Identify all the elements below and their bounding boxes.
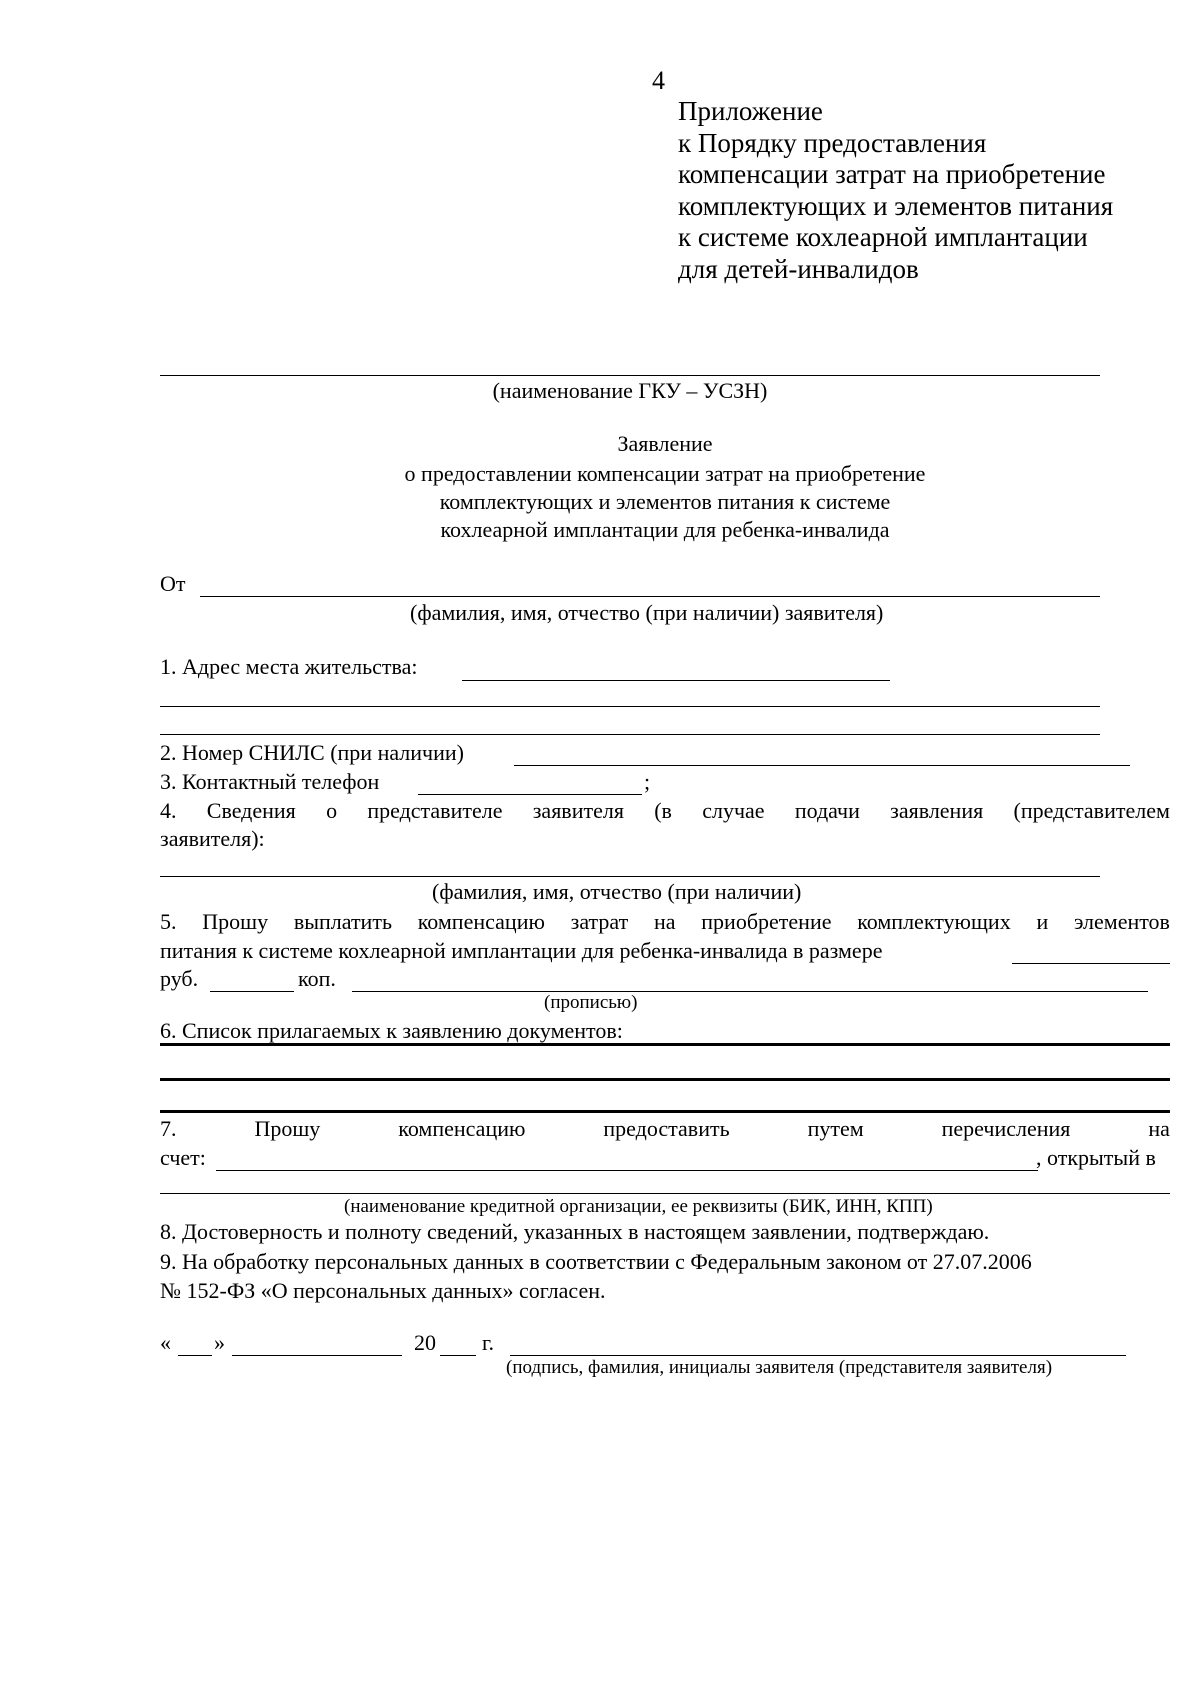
account-field[interactable] <box>216 1170 1038 1171</box>
representative-name-field[interactable] <box>160 876 1100 877</box>
phone-end: ; <box>644 769 651 794</box>
appendix-line: компенсации затрат на приобретение <box>678 159 1106 189</box>
word: случае <box>702 798 765 823</box>
documents-field-line-2[interactable] <box>160 1078 1170 1081</box>
from-caption: (фамилия, имя, отчество (при наличии) заявителя) <box>410 600 884 625</box>
word: путем <box>807 1116 864 1141</box>
consent-text-line-2: № 152-ФЗ «О персональных данных» согласен. <box>160 1278 606 1303</box>
rub-label: руб. <box>160 966 199 991</box>
documents-field-line-3[interactable] <box>160 1110 1170 1113</box>
word: на <box>653 909 676 934</box>
transfer-label-line-1 <box>160 1118 1170 1140</box>
word: 7. <box>160 1116 177 1141</box>
from-label: От <box>160 571 186 596</box>
documents-label: 6. Список прилагаемых к заявлению документов: <box>160 1018 623 1043</box>
word: 4. <box>160 798 177 823</box>
amount-field[interactable] <box>1012 963 1170 964</box>
address-field-line-3[interactable] <box>160 734 1100 735</box>
kop-label: коп. <box>298 966 336 991</box>
appendix-line: для детей-инвалидов <box>678 253 919 284</box>
amount-in-words-field[interactable] <box>352 991 1148 992</box>
word: Сведения <box>206 798 296 823</box>
word: Прошу <box>254 1116 321 1141</box>
word: перечисления <box>941 1116 1071 1141</box>
confirmation-text: 8. Достоверность и полноту сведений, указанных в настоящем заявлении, подтверждаю. <box>160 1219 990 1244</box>
word: комплектующих <box>857 909 1011 934</box>
word: на <box>1148 1116 1170 1141</box>
snils-field[interactable] <box>514 765 1130 766</box>
signature-field[interactable] <box>510 1355 1126 1356</box>
word: предоставить <box>603 1116 730 1141</box>
payment-label-line-2: питания к системе кохлеарной имплантации для ребенка-инвалида в размере <box>160 938 883 963</box>
appendix-line: Приложение <box>678 96 823 126</box>
payment-label-line-1 <box>160 911 1170 933</box>
phone-field[interactable] <box>418 794 642 795</box>
form-title-line: комплектующих и элементов питания к системе <box>439 489 891 514</box>
opened-in-label: , открытый в <box>1036 1145 1156 1170</box>
appendix-line: комплектующих и элементов питания <box>678 190 1114 221</box>
word: и <box>1036 909 1049 934</box>
word: элементов <box>1073 909 1170 934</box>
date-close-quote: » <box>214 1330 225 1355</box>
form-title-line: кохлеарной имплантации для ребенка-инвалида <box>440 517 890 542</box>
word: выплатить <box>293 909 392 934</box>
representative-caption: (фамилия, имя, отчество (при наличии) <box>432 879 802 904</box>
word: представителе <box>367 798 503 823</box>
appendix-block <box>678 96 1113 285</box>
snils-label: 2. Номер СНИЛС (при наличии) <box>160 740 464 765</box>
year-suffix: г. <box>482 1330 495 1355</box>
bank-field[interactable] <box>160 1193 1170 1194</box>
address-field[interactable] <box>462 680 890 681</box>
rub-field[interactable] <box>210 991 294 992</box>
documents-field-line-1[interactable] <box>160 1043 1170 1046</box>
word: о <box>326 798 338 823</box>
org-name-field[interactable] <box>160 375 1100 376</box>
word: затрат <box>570 909 629 934</box>
signature-caption: (подпись, фамилия, инициалы заявителя (представителя заявителя) <box>506 1357 1053 1378</box>
page-number: 4 <box>652 66 665 95</box>
month-field[interactable] <box>232 1355 402 1356</box>
appendix-line: к Порядку предоставления <box>678 127 987 158</box>
bank-caption: (наименование кредитной организации, ее реквизиты (БИК, ИНН, КПП) <box>344 1196 933 1217</box>
propisyu-caption: (прописью) <box>544 992 638 1013</box>
word: подачи <box>794 798 860 823</box>
word: компенсацию <box>398 1116 526 1141</box>
representative-label-line-2: заявителя): <box>160 826 265 851</box>
address-field-line-2[interactable] <box>160 706 1100 707</box>
date-open-quote: « <box>160 1330 171 1355</box>
word: 5. <box>160 909 177 934</box>
form-heading: Заявление <box>617 431 713 456</box>
form-title-line: о предоставлении компенсации затрат на приобретение <box>404 461 926 486</box>
applicant-name-field[interactable] <box>200 596 1100 597</box>
account-label: счет: <box>160 1145 206 1170</box>
phone-label: 3. Контактный телефон <box>160 769 380 794</box>
org-caption: (наименование ГКУ – УСЗН) <box>492 378 768 403</box>
word: компенсацию <box>417 909 545 934</box>
word: заявителя <box>532 798 624 823</box>
word: заявления <box>890 798 984 823</box>
year-field[interactable] <box>440 1355 476 1356</box>
word: (представителем <box>1013 798 1170 823</box>
year-prefix: 20 <box>414 1330 436 1355</box>
day-field[interactable] <box>178 1355 212 1356</box>
word: приобретение <box>701 909 832 934</box>
word: Прошу <box>202 909 269 934</box>
appendix-line: к системе кохлеарной имплантации <box>678 222 1088 252</box>
address-label: 1. Адрес места жительства: <box>160 654 418 679</box>
word: (в <box>654 798 672 823</box>
representative-label-line-1 <box>160 800 1170 822</box>
consent-text-line-1: 9. На обработку персональных данных в соответствии с Федеральным законом от 27.07.2006 <box>160 1249 1032 1274</box>
